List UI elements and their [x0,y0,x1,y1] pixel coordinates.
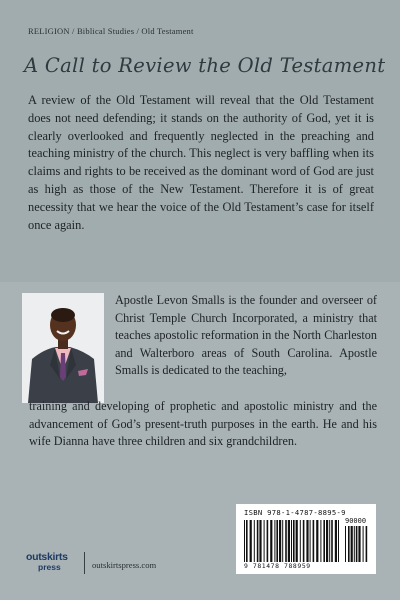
logo-divider [84,552,85,574]
book-title: A Call to Review the Old Testament [24,54,386,77]
author-bio [29,292,377,449]
author-bio-part2: training and developing of prophetic and apostolic ministry and the advancement of God’s present-truth purposes in the earth. He and his wife Dianna have three children and six grandchildren. [29,399,377,449]
isbn-label: ISBN 978-1-4787-8895-9 [244,508,346,517]
category-line: RELIGION / Biblical Studies / Old Testament [28,26,194,36]
price-code: 90000 [345,517,367,525]
synopsis-text: A review of the Old Testament will reveal that the Old Testament does not need defending; it stands on the authority of God, yet it is clearly overlooked and frequently neglected in the preaching and teaching ministry of the church. This neglect is very baffling when its claims and rights to be received as the dominant word of God are just as high as those of the New Testament. Therefore it is of great necessity that we hear the voice of the Old Testament’s case for itself once again. [28,93,374,232]
barcode-bars [244,520,340,562]
barcode-digits: 9 781478 788959 [244,562,311,570]
publisher-logo-line1: outskirts [26,551,68,563]
publisher-logo [26,552,80,572]
publisher-url: outskirtspress.com [92,560,157,570]
barcode [236,504,376,574]
author-bio-part1: Apostle Levon Smalls is the founder and overseer of Christ Temple Church Incorporated, a ministry that teaches apostolic reformation in the North Charleston and Walterboro areas of South Carolina. Apostle Smalls is dedicated to the teaching, [115,293,377,378]
author-photo [22,293,104,403]
price-code-bars [345,526,369,562]
publisher-logo-line2: press [38,562,61,572]
